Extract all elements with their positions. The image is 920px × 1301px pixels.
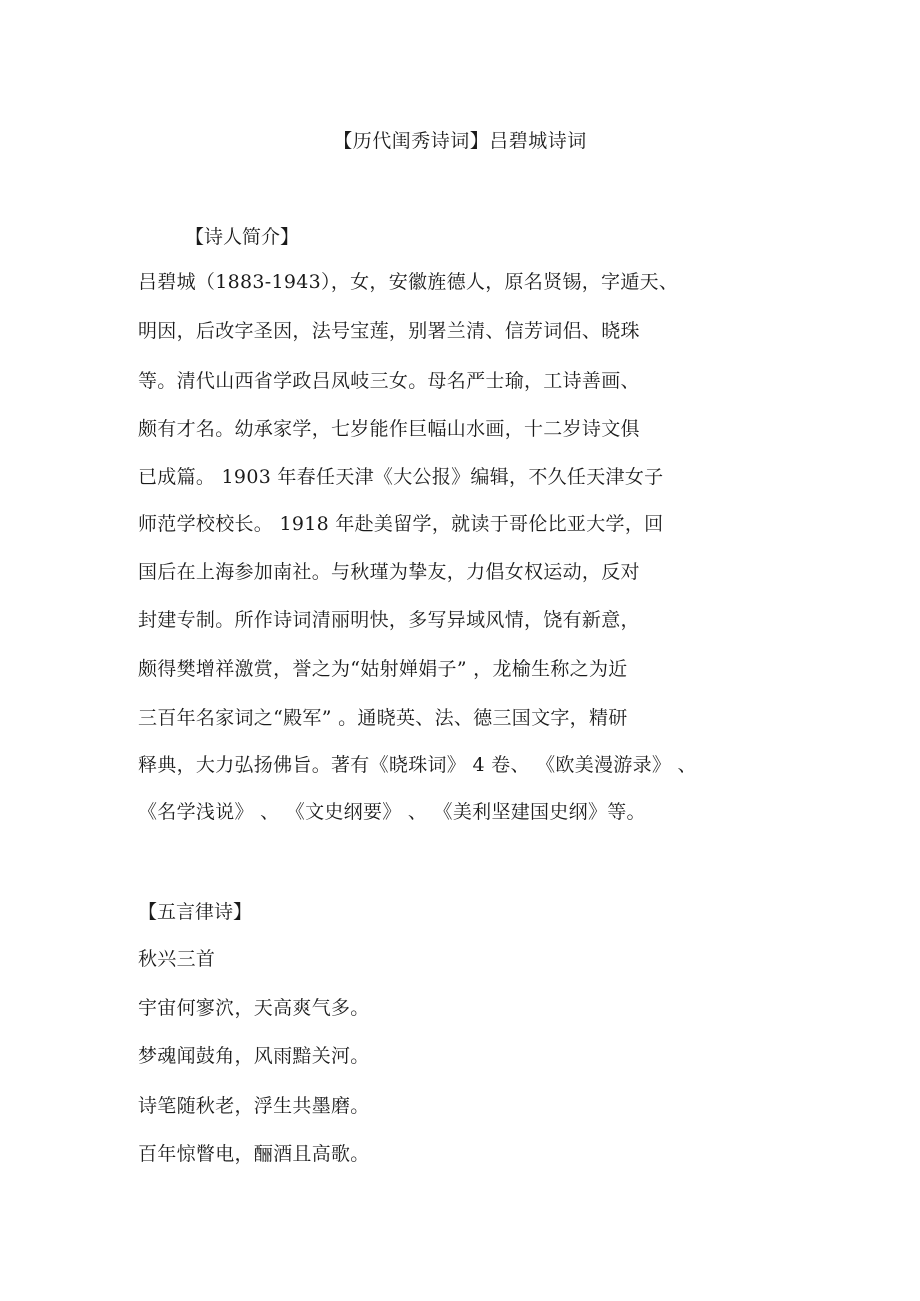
poem-line: 梦魂闻鼓角，风雨黯关河。 [138, 1045, 370, 1067]
intro-line: 吕碧城（1883-1943），女，安徽旌德人，原名贤锡，字遁天、 [138, 271, 679, 293]
intro-line: 已成篇。 1903 年春任天津《大公报》编辑，不久任天津女子 [138, 466, 664, 488]
intro-line: 国后在上海参加南社。与秋瑾为挚友，力倡女权运动，反对 [138, 561, 640, 583]
poem-section-heading: 【五言律诗】 [138, 901, 253, 923]
intro-line: 三百年名家词之“殿军” 。通晓英、法、德三国文字，精研 [138, 707, 628, 729]
intro-line: 等。清代山西省学政吕凤岐三女。母名严士瑜，工诗善画、 [138, 370, 640, 392]
intro-line: 明因，后改字圣因，法号宝莲，别署兰清、信芳词侣、晓珠 [138, 320, 640, 342]
intro-line: 颇得樊增祥激赏，誉之为“姑射婵娟子” ，龙榆生称之为近 [138, 658, 628, 680]
poem-title: 秋兴三首 [138, 948, 216, 970]
intro-line: 颇有才名。幼承家学，七岁能作巨幅山水画，十二岁诗文俱 [138, 418, 640, 440]
document-title: 【历代闺秀诗词】吕碧城诗词 [333, 130, 587, 152]
poem-line: 诗笔随秋老，浮生共墨磨。 [138, 1095, 370, 1117]
intro-line: 释典，大力弘扬佛旨。著有《晓珠词》 4 卷、 《欧美漫游录》 、 [138, 754, 697, 776]
intro-line: 《名学浅说》 、 《文史纲要》 、 《美利坚建国史纲》等。 [138, 801, 646, 823]
intro-line: 师范学校校长。 1918 年赴美留学，就读于哥伦比亚大学，回 [138, 513, 664, 535]
poem-line: 宇宙何寥泬，天高爽气多。 [138, 997, 370, 1019]
poem-line: 百年惊瞥电，酾酒且高歌。 [138, 1143, 370, 1165]
intro-heading: 【诗人简介】 [185, 226, 300, 248]
intro-line: 封建专制。所作诗词清丽明快，多写异域风情，饶有新意， [138, 609, 640, 631]
